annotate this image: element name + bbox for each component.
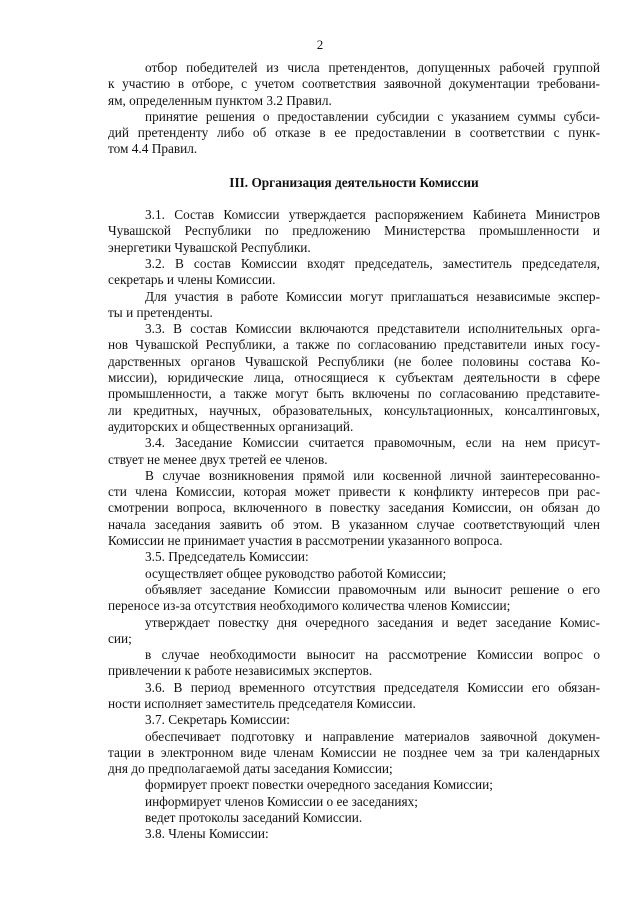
body-line: миссии), юридические лица, относящиеся к субъектам деятельности в сфере [108, 370, 600, 386]
body-line: утверждает повестку дня очередного заседания и ведет заседание Комис- [145, 614, 600, 630]
body-line: Чувашской Республики по предложению Министерства промышленности и [108, 223, 600, 239]
body-line: 3.2. В состав Комиссии входят председатель, заместитель председателя, [145, 255, 600, 271]
body-line: Для участия в работе Комиссии могут приглашаться независимые экспер- [145, 288, 600, 304]
body-line: ствует не менее двух третей ее членов. [108, 451, 328, 467]
section-heading: III. Организация деятельности Комиссии [229, 174, 479, 190]
body-line: привлечении к работе независимых экспертов. [108, 663, 373, 679]
body-line: сти члена Комиссии, которая может привести к конфликту интересов при рас- [108, 484, 600, 500]
intro-line: к участию в отборе, с учетом соответствия заявочной документации требовани- [108, 76, 600, 92]
body-line: В случае возникновения прямой или косвенной личной заинтересованно- [145, 467, 600, 483]
body-line: 3.5. Председатель Комиссии: [145, 549, 309, 565]
body-line: формирует проект повестки очередного заседания Комиссии; [145, 777, 493, 793]
body-line: секретарь и члены Комиссии. [108, 272, 276, 288]
body-line: дарственных органов Чувашской Республики (не более половины состава Ко- [108, 353, 600, 369]
body-line: ведет протоколы заседаний Комиссии. [145, 810, 363, 826]
body-line: ты и претенденты. [108, 304, 213, 320]
body-line: 3.7. Секретарь Комиссии: [145, 712, 290, 728]
body-line: смотрении вопроса, включенного в повестку заседания Комиссии, он обязан до [108, 500, 600, 516]
intro-line: ям, определенным пунктом 3.2 Правил. [108, 92, 332, 108]
body-line: 3.1. Состав Комиссии утверждается распоряжением Кабинета Министров [145, 207, 600, 223]
body-line: энергетики Чувашской Республики. [108, 239, 311, 255]
body-line: ли кредитных, научных, образовательных, консультационных, консалтинговых, [108, 402, 600, 418]
intro-line: дий претенденту либо об отказе в ее предоставлении в соответствии с пунк- [108, 125, 600, 141]
body-line: 3.3. В состав Комиссии включаются представители исполнительных орга- [145, 321, 600, 337]
body-line: начала заседания заявить об этом. В указанном случае соответствующий член [108, 516, 600, 532]
body-line: ности исполняет заместитель председателя Комиссии. [108, 695, 416, 711]
intro-line: отбор победителей из числа претендентов, допущенных рабочей группой [145, 60, 600, 75]
body-line: объявляет заседание Комиссии правомочным или выносит решение о его [145, 581, 600, 597]
body-line: 3.4. Заседание Комиссии считается правомочным, если на нем присут- [145, 435, 600, 451]
body-line: тации в электронном виде членам Комиссии не позднее чем за три календарных [108, 744, 600, 760]
body-line: 3.8. Члены Комиссии: [145, 826, 269, 842]
body-line: Комиссии не принимает участия в рассмотрении указанного вопроса. [108, 533, 503, 549]
body-line: осуществляет общее руководство работой Комиссии; [145, 565, 447, 581]
body-line: нов Чувашской Республики, а также по согласованию представители иных госу- [108, 337, 600, 353]
body-line: в случае необходимости выносит на рассмотрение Комиссии вопрос о [145, 647, 600, 663]
body-line: сии; [108, 630, 132, 646]
intro-line: том 4.4 Правил. [108, 141, 198, 157]
body-line: 3.6. В период временного отсутствия председателя Комиссии его обязан- [145, 679, 600, 695]
section-body [108, 207, 600, 843]
body-line: переносе из-за отсутствия необходимого количества членов Комиссии; [108, 598, 511, 614]
body-line: промышленности, а также могут быть включены по согласованию представите- [108, 386, 600, 402]
body-line: обеспечивает подготовку и направление материалов заявочной докумен- [145, 728, 600, 744]
body-line: информирует членов Комиссии о ее заседаниях; [145, 793, 418, 809]
intro-section [108, 60, 600, 158]
body-line: дня до предполагаемой даты заседания Комиссии; [108, 761, 393, 777]
intro-line: принятие решения о предоставлении субсидии с указанием суммы субси- [145, 108, 600, 124]
body-line: аудиторских и общественных организаций. [108, 418, 354, 434]
document-body [108, 60, 600, 843]
page-number: 2 [316, 37, 324, 52]
